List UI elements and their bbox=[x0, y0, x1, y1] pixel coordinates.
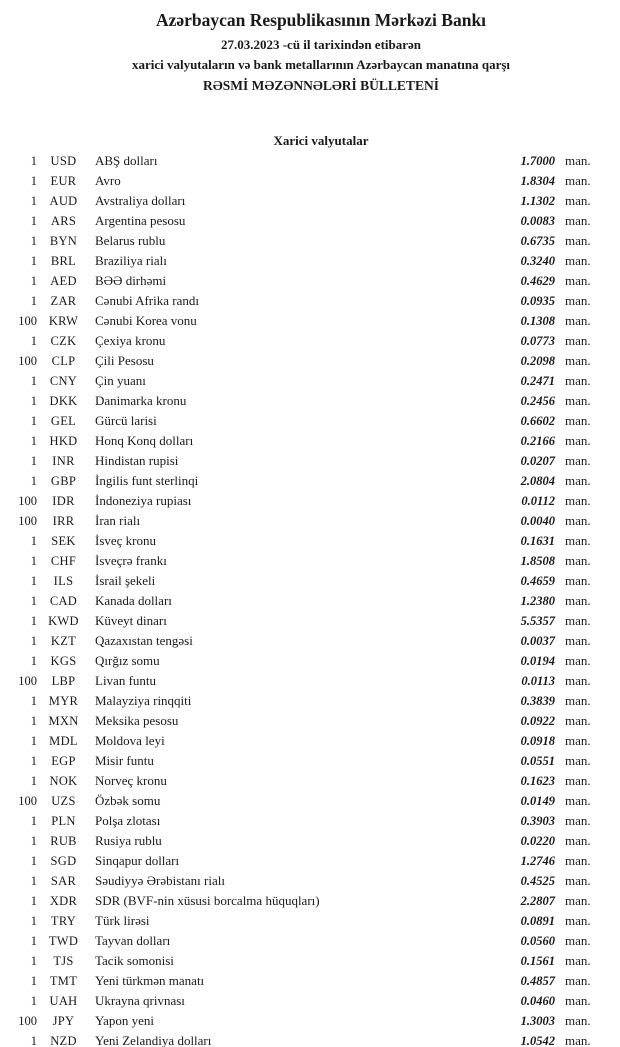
unit-label: man. bbox=[565, 513, 591, 528]
unit-label: man. bbox=[565, 433, 591, 448]
effective-date-line: 27.03.2023 -cü il tarixindən etibarən bbox=[220, 37, 422, 52]
rate-value: 0.4857 bbox=[520, 974, 555, 988]
currency-code: UZS bbox=[51, 794, 76, 808]
currency-name: Qırğız somu bbox=[95, 653, 160, 668]
currency-quantity: 1 bbox=[30, 694, 37, 708]
table-row bbox=[0, 171, 620, 191]
table-row bbox=[0, 371, 620, 391]
rate-value: 0.3240 bbox=[520, 254, 555, 268]
currency-name: Livan funtu bbox=[95, 673, 157, 688]
currency-quantity: 1 bbox=[30, 454, 37, 468]
currency-code: ARS bbox=[50, 214, 77, 228]
bulletin-header bbox=[0, 0, 620, 96]
table-row bbox=[0, 831, 620, 851]
currency-quantity: 100 bbox=[18, 314, 37, 328]
rate-value: 0.0037 bbox=[520, 634, 555, 648]
currency-name: Ukrayna qrivnası bbox=[95, 993, 185, 1008]
section-title-foreign-currencies: Xarici valyutalar bbox=[273, 133, 369, 148]
unit-label: man. bbox=[565, 573, 591, 588]
rate-value: 0.1623 bbox=[520, 774, 555, 788]
currency-code: ILS bbox=[53, 574, 74, 588]
unit-label: man. bbox=[565, 733, 591, 748]
currency-name: Meksika pesosu bbox=[95, 713, 179, 728]
currency-name: Misir funtu bbox=[95, 753, 154, 768]
currency-code: CNY bbox=[49, 374, 78, 388]
currency-code: NOK bbox=[49, 774, 78, 788]
currency-name: Cənubi Afrika randı bbox=[95, 293, 199, 308]
unit-label: man. bbox=[565, 953, 591, 968]
currency-code: BRL bbox=[50, 254, 77, 268]
unit-label: man. bbox=[565, 853, 591, 868]
bank-title: Azərbaycan Respublikasının Mərkəzi Bankı bbox=[155, 10, 487, 30]
rate-value: 0.2098 bbox=[520, 354, 555, 368]
table-row bbox=[0, 671, 620, 691]
currency-quantity: 1 bbox=[30, 934, 37, 948]
currency-name: İsveçrə frankı bbox=[95, 553, 167, 568]
currency-code: KWD bbox=[48, 614, 79, 628]
table-row bbox=[0, 531, 620, 551]
table-row bbox=[0, 651, 620, 671]
currency-quantity: 1 bbox=[30, 714, 37, 728]
currency-name: Malayziya rinqqiti bbox=[95, 693, 192, 708]
rate-value: 1.8304 bbox=[520, 174, 555, 188]
currency-name: Rusiya rublu bbox=[95, 833, 162, 848]
table-row bbox=[0, 511, 620, 531]
currency-code: TJS bbox=[53, 954, 74, 968]
currency-quantity: 100 bbox=[18, 674, 37, 688]
table-row bbox=[0, 631, 620, 651]
table-row bbox=[0, 251, 620, 271]
currency-quantity: 1 bbox=[30, 754, 37, 768]
currency-quantity: 1 bbox=[30, 1034, 37, 1047]
table-row bbox=[0, 271, 620, 291]
table-row bbox=[0, 911, 620, 931]
unit-label: man. bbox=[565, 233, 591, 248]
currency-quantity: 100 bbox=[18, 494, 37, 508]
currency-quantity: 1 bbox=[30, 474, 37, 488]
table-row bbox=[0, 231, 620, 251]
unit-label: man. bbox=[565, 813, 591, 828]
currency-code: KRW bbox=[48, 314, 79, 328]
unit-label: man. bbox=[565, 453, 591, 468]
rate-value: 1.2380 bbox=[520, 594, 555, 608]
unit-label: man. bbox=[565, 353, 591, 368]
currency-code: MYR bbox=[48, 694, 79, 708]
currency-name: Küveyt dinarı bbox=[95, 613, 167, 628]
rate-value: 0.0220 bbox=[520, 834, 555, 848]
currency-code: NZD bbox=[50, 1034, 77, 1047]
currency-code: MXN bbox=[48, 714, 79, 728]
currency-name: İran rialı bbox=[95, 513, 141, 528]
unit-label: man. bbox=[565, 633, 591, 648]
currency-name: İngilis funt sterlinqi bbox=[95, 473, 199, 488]
currency-quantity: 1 bbox=[30, 174, 37, 188]
currency-code: IDR bbox=[52, 494, 75, 508]
currency-code: LBP bbox=[51, 674, 76, 688]
rate-value: 0.1631 bbox=[520, 534, 555, 548]
rate-value: 0.0773 bbox=[520, 334, 555, 348]
currency-quantity: 1 bbox=[30, 374, 37, 388]
currency-code: SGD bbox=[50, 854, 77, 868]
unit-label: man. bbox=[565, 693, 591, 708]
rate-value: 0.0112 bbox=[521, 494, 555, 508]
table-row bbox=[0, 291, 620, 311]
rate-value: 0.0194 bbox=[520, 654, 555, 668]
unit-label: man. bbox=[565, 973, 591, 988]
currency-name: BƏƏ dirhəmi bbox=[95, 273, 167, 288]
exchange-rates-table bbox=[0, 151, 620, 1047]
currency-code: EGP bbox=[51, 754, 76, 768]
currency-code: ZAR bbox=[50, 294, 77, 308]
currency-code: KZT bbox=[50, 634, 77, 648]
rate-value: 0.4525 bbox=[520, 874, 555, 888]
currency-code: INR bbox=[52, 454, 75, 468]
unit-label: man. bbox=[565, 313, 591, 328]
currency-name: Kanada dolları bbox=[95, 593, 172, 608]
currency-quantity: 1 bbox=[30, 834, 37, 848]
unit-label: man. bbox=[565, 993, 591, 1008]
rate-value: 0.2456 bbox=[520, 394, 555, 408]
rate-value: 0.0040 bbox=[520, 514, 555, 528]
currency-code: SEK bbox=[51, 534, 76, 548]
unit-label: man. bbox=[565, 153, 591, 168]
currency-quantity: 100 bbox=[18, 354, 37, 368]
currency-code: DKK bbox=[49, 394, 78, 408]
table-row bbox=[0, 591, 620, 611]
rate-value: 0.0560 bbox=[520, 934, 555, 948]
table-row bbox=[0, 551, 620, 571]
currency-code: XDR bbox=[49, 894, 78, 908]
currency-quantity: 1 bbox=[30, 854, 37, 868]
currency-name: Belarus rublu bbox=[95, 233, 166, 248]
currency-code: JPY bbox=[52, 1014, 75, 1028]
currency-code: BYN bbox=[49, 234, 78, 248]
unit-label: man. bbox=[565, 293, 591, 308]
currency-code: AUD bbox=[49, 194, 78, 208]
unit-label: man. bbox=[565, 273, 591, 288]
table-row bbox=[0, 491, 620, 511]
table-row bbox=[0, 451, 620, 471]
currency-name: Honq Konq dolları bbox=[95, 433, 194, 448]
currency-quantity: 1 bbox=[30, 774, 37, 788]
unit-label: man. bbox=[565, 653, 591, 668]
currency-name: Avro bbox=[95, 173, 121, 188]
currency-code: EUR bbox=[50, 174, 77, 188]
unit-label: man. bbox=[565, 533, 591, 548]
currency-quantity: 1 bbox=[30, 614, 37, 628]
unit-label: man. bbox=[565, 173, 591, 188]
table-row bbox=[0, 1011, 620, 1031]
unit-label: man. bbox=[565, 833, 591, 848]
rate-value: 0.1308 bbox=[520, 314, 555, 328]
rate-value: 0.0460 bbox=[520, 994, 555, 1008]
currency-quantity: 1 bbox=[30, 994, 37, 1008]
table-row bbox=[0, 311, 620, 331]
unit-label: man. bbox=[565, 893, 591, 908]
currency-name: Danimarka kronu bbox=[95, 393, 187, 408]
currency-code: GBP bbox=[50, 474, 77, 488]
rate-value: 0.1561 bbox=[520, 954, 555, 968]
currency-name: Çin yuanı bbox=[95, 373, 146, 388]
currency-quantity: 1 bbox=[30, 294, 37, 308]
currency-quantity: 1 bbox=[30, 234, 37, 248]
rate-value: 1.1302 bbox=[520, 194, 555, 208]
currency-name: Türk lirəsi bbox=[95, 913, 150, 928]
rate-value: 1.3003 bbox=[520, 1014, 555, 1028]
unit-label: man. bbox=[565, 1033, 591, 1047]
currency-quantity: 1 bbox=[30, 554, 37, 568]
unit-label: man. bbox=[565, 913, 591, 928]
currency-name: Polşa zlotası bbox=[95, 813, 161, 828]
rate-value: 0.0113 bbox=[521, 674, 555, 688]
rate-value: 1.2746 bbox=[520, 854, 555, 868]
currency-quantity: 1 bbox=[30, 574, 37, 588]
rate-value: 0.2471 bbox=[520, 374, 555, 388]
table-row bbox=[0, 871, 620, 891]
currency-quantity: 1 bbox=[30, 654, 37, 668]
currency-quantity: 100 bbox=[18, 514, 37, 528]
currency-code: USD bbox=[50, 154, 77, 168]
currency-quantity: 1 bbox=[30, 274, 37, 288]
currency-quantity: 1 bbox=[30, 734, 37, 748]
currency-quantity: 1 bbox=[30, 534, 37, 548]
rate-value: 0.2166 bbox=[520, 434, 555, 448]
currency-code: GEL bbox=[50, 414, 77, 428]
rate-value: 0.6602 bbox=[520, 414, 555, 428]
unit-label: man. bbox=[565, 373, 591, 388]
table-row bbox=[0, 151, 620, 171]
unit-label: man. bbox=[565, 673, 591, 688]
rate-value: 5.5357 bbox=[520, 614, 555, 628]
unit-label: man. bbox=[565, 613, 591, 628]
rate-value: 1.7000 bbox=[520, 154, 555, 168]
rate-value: 2.2807 bbox=[520, 894, 555, 908]
rate-value: 2.0804 bbox=[520, 474, 555, 488]
table-row bbox=[0, 971, 620, 991]
currency-quantity: 1 bbox=[30, 334, 37, 348]
rate-value: 0.3839 bbox=[520, 694, 555, 708]
table-row bbox=[0, 991, 620, 1011]
rate-value: 0.6735 bbox=[520, 234, 555, 248]
currency-code: IRR bbox=[52, 514, 75, 528]
unit-label: man. bbox=[565, 393, 591, 408]
currency-code: CAD bbox=[49, 594, 78, 608]
rate-value: 0.0922 bbox=[520, 714, 555, 728]
rate-value: 0.0551 bbox=[520, 754, 555, 768]
unit-label: man. bbox=[565, 713, 591, 728]
rate-value: 1.0542 bbox=[520, 1034, 555, 1047]
rate-value: 0.0083 bbox=[520, 214, 555, 228]
currency-code: KGS bbox=[50, 654, 77, 668]
table-row bbox=[0, 391, 620, 411]
currency-quantity: 1 bbox=[30, 394, 37, 408]
table-row bbox=[0, 791, 620, 811]
currency-name: İndoneziya rupiası bbox=[95, 493, 192, 508]
currency-quantity: 1 bbox=[30, 894, 37, 908]
currency-quantity: 1 bbox=[30, 214, 37, 228]
currency-code: AED bbox=[50, 274, 77, 288]
unit-label: man. bbox=[565, 193, 591, 208]
unit-label: man. bbox=[565, 753, 591, 768]
table-row bbox=[0, 411, 620, 431]
currency-quantity: 100 bbox=[18, 1014, 37, 1028]
currency-name: Tayvan dolları bbox=[95, 933, 171, 948]
table-row bbox=[0, 891, 620, 911]
rate-value: 0.0149 bbox=[520, 794, 555, 808]
rate-value: 0.0207 bbox=[520, 454, 555, 468]
currency-name: Özbək somu bbox=[95, 793, 161, 808]
table-row bbox=[0, 931, 620, 951]
unit-label: man. bbox=[565, 413, 591, 428]
currency-name: Braziliya rialı bbox=[95, 253, 167, 268]
table-row bbox=[0, 811, 620, 831]
unit-label: man. bbox=[565, 773, 591, 788]
table-row bbox=[0, 571, 620, 591]
currency-name: Yeni Zelandiya dolları bbox=[95, 1033, 212, 1047]
unit-label: man. bbox=[565, 473, 591, 488]
rate-value: 0.4629 bbox=[520, 274, 555, 288]
currency-name: Moldova leyi bbox=[95, 733, 165, 748]
currency-name: Tacik somonisi bbox=[95, 953, 174, 968]
table-row bbox=[0, 431, 620, 451]
currency-quantity: 1 bbox=[30, 814, 37, 828]
currency-quantity: 1 bbox=[30, 154, 37, 168]
currency-quantity: 1 bbox=[30, 194, 37, 208]
currency-quantity: 1 bbox=[30, 434, 37, 448]
currency-name: Yeni türkmən manatı bbox=[95, 973, 205, 988]
currency-name: Qazaxıstan tengəsi bbox=[95, 633, 193, 648]
currency-name: Sinqapur dolları bbox=[95, 853, 180, 868]
table-row bbox=[0, 211, 620, 231]
currency-name: Argentina pesosu bbox=[95, 213, 186, 228]
currency-quantity: 1 bbox=[30, 634, 37, 648]
unit-label: man. bbox=[565, 933, 591, 948]
currency-code: CZK bbox=[50, 334, 77, 348]
table-row bbox=[0, 331, 620, 351]
currency-quantity: 1 bbox=[30, 874, 37, 888]
table-row bbox=[0, 951, 620, 971]
currency-name: Norveç kronu bbox=[95, 773, 167, 788]
unit-label: man. bbox=[565, 1013, 591, 1028]
currency-name: İsveç kronu bbox=[95, 533, 157, 548]
rate-value: 0.0918 bbox=[520, 734, 555, 748]
unit-label: man. bbox=[565, 493, 591, 508]
currency-name: ABŞ dolları bbox=[95, 153, 158, 168]
unit-label: man. bbox=[565, 333, 591, 348]
table-row bbox=[0, 191, 620, 211]
currency-code: MDL bbox=[49, 734, 78, 748]
bulletin-title: RƏSMİ MƏZƏNNƏLƏRİ BÜLLETENİ bbox=[203, 78, 439, 93]
table-row bbox=[0, 771, 620, 791]
currency-name: Hindistan rupisi bbox=[95, 453, 179, 468]
currency-code: TMT bbox=[49, 974, 78, 988]
currency-code: CLP bbox=[51, 354, 76, 368]
currency-name: Avstraliya dolları bbox=[95, 193, 186, 208]
currency-code: CHF bbox=[50, 554, 77, 568]
currency-quantity: 1 bbox=[30, 414, 37, 428]
currency-name: Səudiyyə Ərəbistanı rialı bbox=[95, 873, 225, 888]
rate-value: 0.4659 bbox=[520, 574, 555, 588]
currency-name: Yapon yeni bbox=[95, 1013, 154, 1028]
currency-code: TRY bbox=[50, 914, 77, 928]
currency-quantity: 1 bbox=[30, 914, 37, 928]
unit-label: man. bbox=[565, 213, 591, 228]
currency-code: RUB bbox=[50, 834, 77, 848]
table-row bbox=[0, 751, 620, 771]
table-row bbox=[0, 691, 620, 711]
rate-value: 0.0891 bbox=[520, 914, 555, 928]
currency-quantity: 1 bbox=[30, 594, 37, 608]
table-row bbox=[0, 351, 620, 371]
rate-value: 0.0935 bbox=[520, 294, 555, 308]
rate-value: 1.8508 bbox=[520, 554, 555, 568]
currency-quantity: 1 bbox=[30, 974, 37, 988]
currency-quantity: 100 bbox=[18, 794, 37, 808]
table-row bbox=[0, 471, 620, 491]
currency-name: Cənubi Korea vonu bbox=[95, 313, 197, 328]
currency-name: İsrail şekeli bbox=[95, 573, 156, 588]
currency-code: SAR bbox=[50, 874, 77, 888]
currency-name: Gürcü larisi bbox=[95, 413, 157, 428]
bulletin-subtitle: xarici valyutaların və bank metallarının Azərbaycan manatına qarşı bbox=[131, 57, 511, 72]
currency-code: TWD bbox=[48, 934, 79, 948]
table-row bbox=[0, 611, 620, 631]
unit-label: man. bbox=[565, 793, 591, 808]
table-row bbox=[0, 711, 620, 731]
currency-quantity: 1 bbox=[30, 954, 37, 968]
unit-label: man. bbox=[565, 553, 591, 568]
rate-value: 0.3903 bbox=[520, 814, 555, 828]
currency-code: HKD bbox=[49, 434, 78, 448]
currency-code: UAH bbox=[49, 994, 78, 1008]
table-row bbox=[0, 851, 620, 871]
table-row bbox=[0, 731, 620, 751]
unit-label: man. bbox=[565, 873, 591, 888]
currency-name: Çexiya kronu bbox=[95, 333, 166, 348]
currency-quantity: 1 bbox=[30, 254, 37, 268]
unit-label: man. bbox=[565, 253, 591, 268]
currency-code: PLN bbox=[51, 814, 76, 828]
currency-name: SDR (BVF-nin xüsusi borcalma hüquqları) bbox=[95, 893, 320, 908]
currency-name: Çili Pesosu bbox=[95, 353, 154, 368]
table-row bbox=[0, 1031, 620, 1047]
unit-label: man. bbox=[565, 593, 591, 608]
